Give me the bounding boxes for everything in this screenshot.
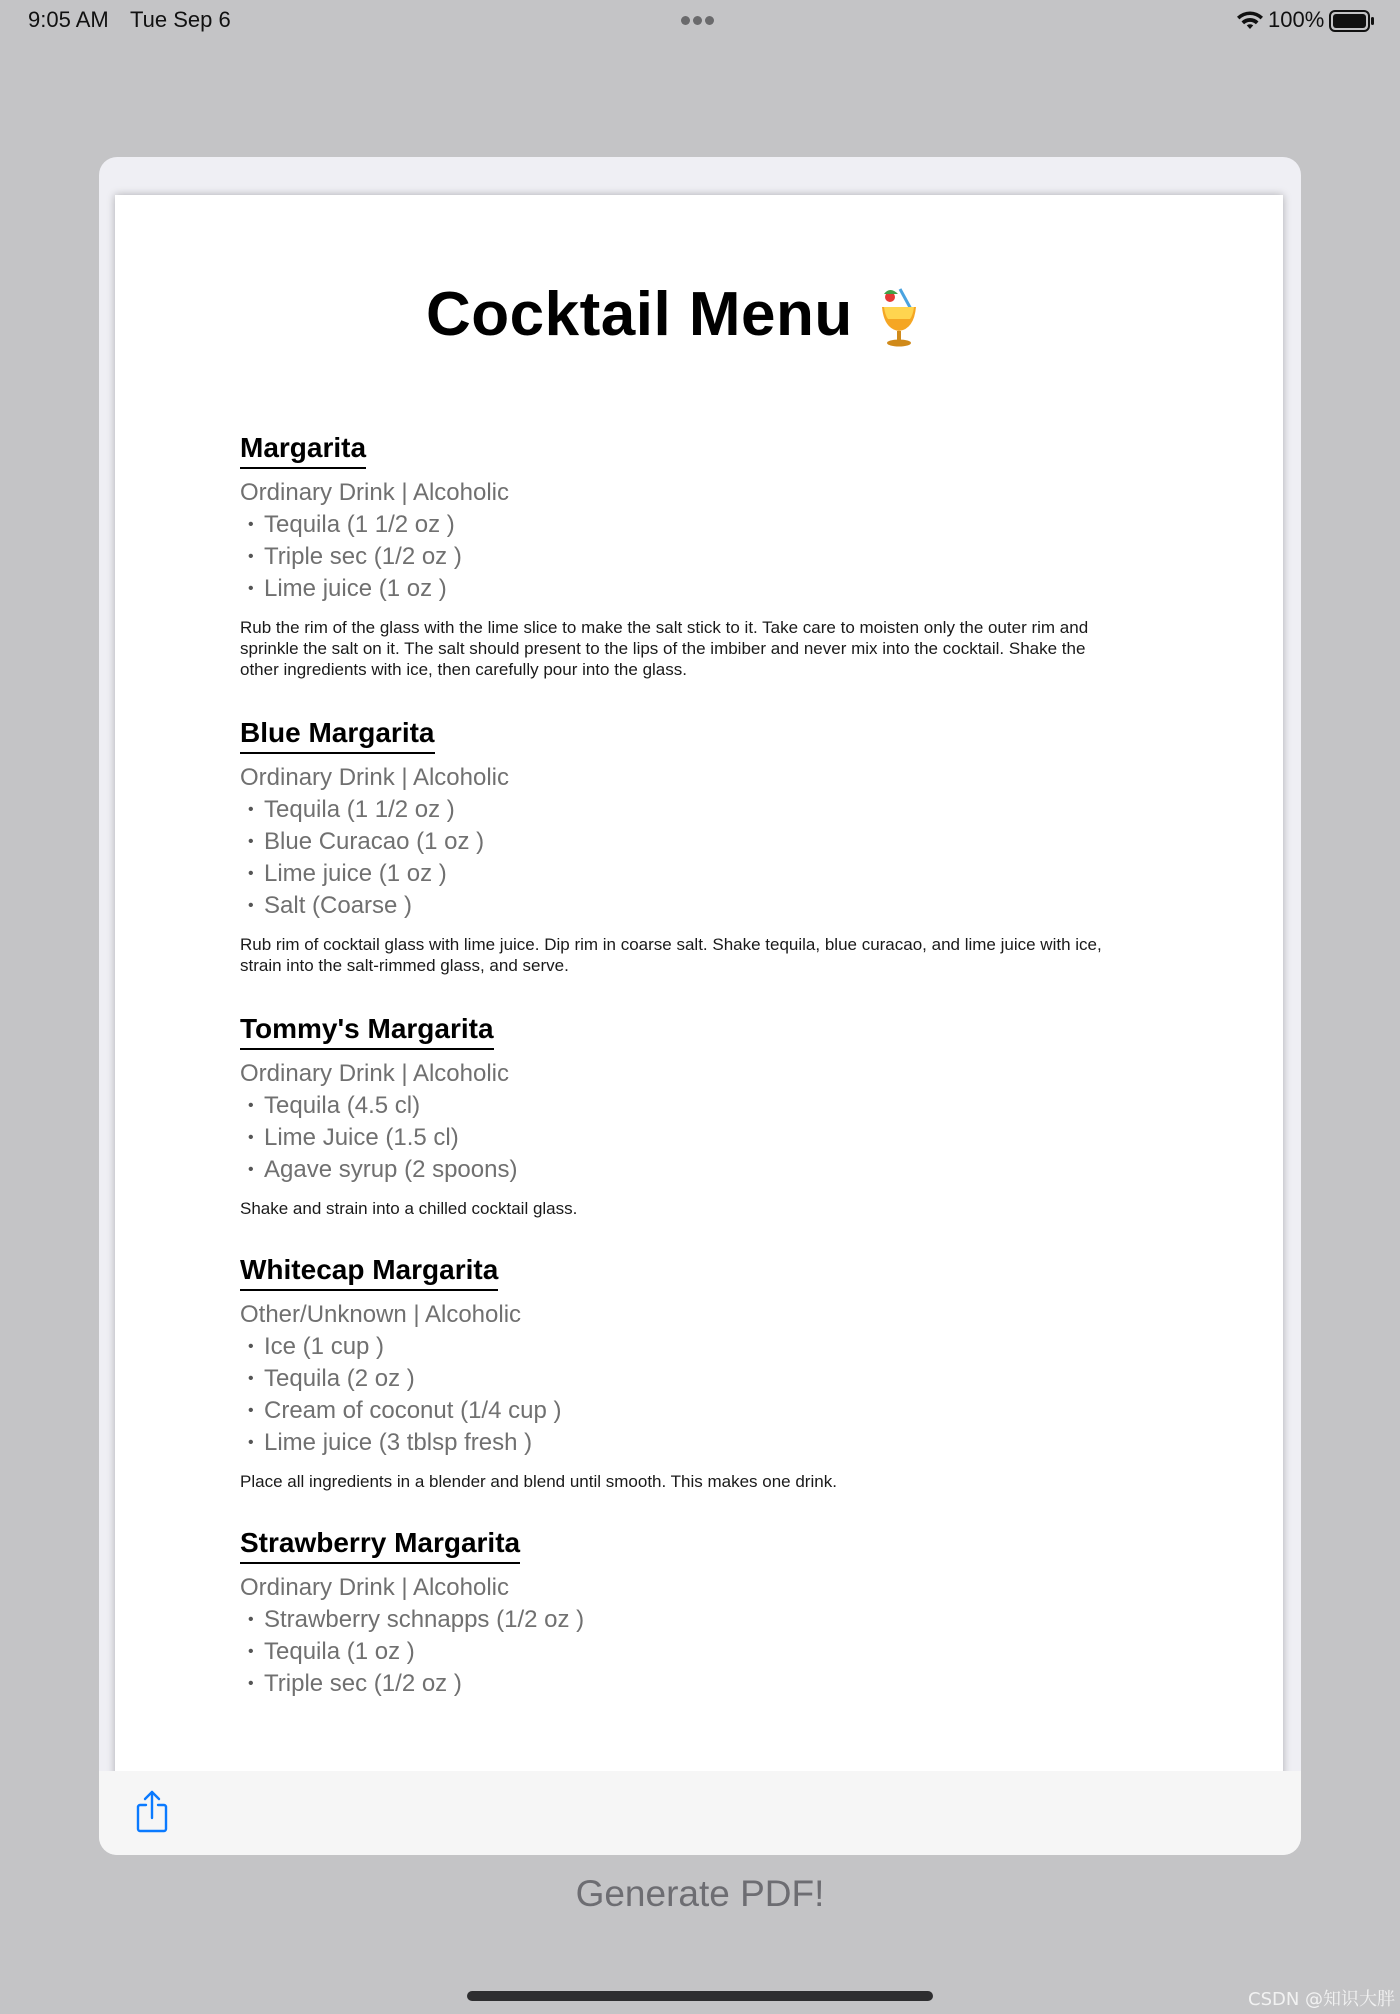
recipe-instructions: Rub rim of cocktail glass with lime juice. Dip rim in coarse salt. Shake tequila, blue curacao, and lime juice with ice, strain into the salt-rimmed glass, and serve. [240,935,1102,975]
share-icon[interactable] [134,1789,170,1835]
sheet-toolbar [99,1771,1301,1855]
recipe-name: Whitecap Margarita [240,1253,498,1291]
recipe-name: Blue Margarita [240,716,435,754]
recipe-name: Margarita [240,431,366,469]
recipe-category: Ordinary Drink | Alcoholic [240,1574,509,1601]
recipe-card [240,1526,1120,1700]
recipe-instructions: Rub the rim of the glass with the lime slice to make the salt stick to it. Take care to moisten only the outer rim and sprinkle the salt on it. The salt should present to the lips of the imbiber and never mix into the cocktail. Shake the other ingredients with ice, then carefully pour into the glass. [240,618,1089,679]
ingredient-list [240,1604,1120,1700]
battery-icon [1329,9,1375,33]
tropical-drink-icon [874,285,924,349]
ingredient-list [240,1331,1120,1459]
recipe-category: Ordinary Drink | Alcoholic [240,479,509,506]
multitasking-dots-icon[interactable] [681,12,719,26]
ingredient-item: • Strawberry schnapps (1/2 oz ) [240,1604,1120,1636]
recipe-category: Ordinary Drink | Alcoholic [240,1060,509,1087]
recipe-card [240,1012,1120,1219]
watermark: CSDN @知识大胖 [1248,1989,1396,2010]
ingredient-item: • Tequila (1 oz ) [240,1636,1120,1668]
ingredient-item: • Lime Juice (1.5 cl) [240,1122,1120,1154]
ingredient-item: • Lime juice (1 oz ) [240,573,1120,605]
ingredient-item: • Salt (Coarse ) [240,890,1120,922]
generate-pdf-button[interactable]: Generate PDF! [0,1872,1400,1916]
page-title: Cocktail Menu [426,280,853,349]
recipe-name: Tommy's Margarita [240,1012,494,1050]
ingredient-item: • Tequila (2 oz ) [240,1363,1120,1395]
ingredient-list [240,794,1120,922]
home-indicator[interactable] [467,1991,933,2001]
recipe-instructions: Place all ingredients in a blender and blend until smooth. This makes one drink. [240,1472,837,1491]
ingredient-list [240,1090,1120,1186]
ingredient-item: • Tequila (1 1/2 oz ) [240,794,1120,826]
recipe-name: Strawberry Margarita [240,1526,520,1564]
recipe-card [240,716,1120,976]
ingredient-item: • Blue Curacao (1 oz ) [240,826,1120,858]
ingredient-item: • Triple sec (1/2 oz ) [240,1668,1120,1700]
recipe-category: Other/Unknown | Alcoholic [240,1301,522,1328]
ingredient-item: • Cream of coconut (1/4 cup ) [240,1395,1120,1427]
ingredient-item: • Tequila (1 1/2 oz ) [240,509,1120,541]
battery-percent: 100% [1268,7,1325,32]
ingredient-item: • Lime juice (1 oz ) [240,858,1120,890]
status-date: Tue Sep 6 [130,7,231,32]
recipe-instructions: Shake and strain into a chilled cocktail glass. [240,1199,578,1218]
wifi-icon [1236,10,1264,32]
ingredient-item: • Ice (1 cup ) [240,1331,1120,1363]
ingredient-item: • Lime juice (3 tblsp fresh ) [240,1427,1120,1459]
ingredient-item: • Tequila (4.5 cl) [240,1090,1120,1122]
status-bar [0,0,1400,42]
ingredient-item: • Triple sec (1/2 oz ) [240,541,1120,573]
recipe-card [240,1253,1120,1492]
recipe-category: Ordinary Drink | Alcoholic [240,764,509,791]
pdf-page[interactable] [115,195,1283,1815]
pdf-preview-sheet [99,157,1301,1855]
ingredient-list [240,509,1120,605]
recipe-card [240,431,1120,680]
ingredient-item: • Agave syrup (2 spoons) [240,1154,1120,1186]
status-time: 9:05 AM [28,7,109,32]
